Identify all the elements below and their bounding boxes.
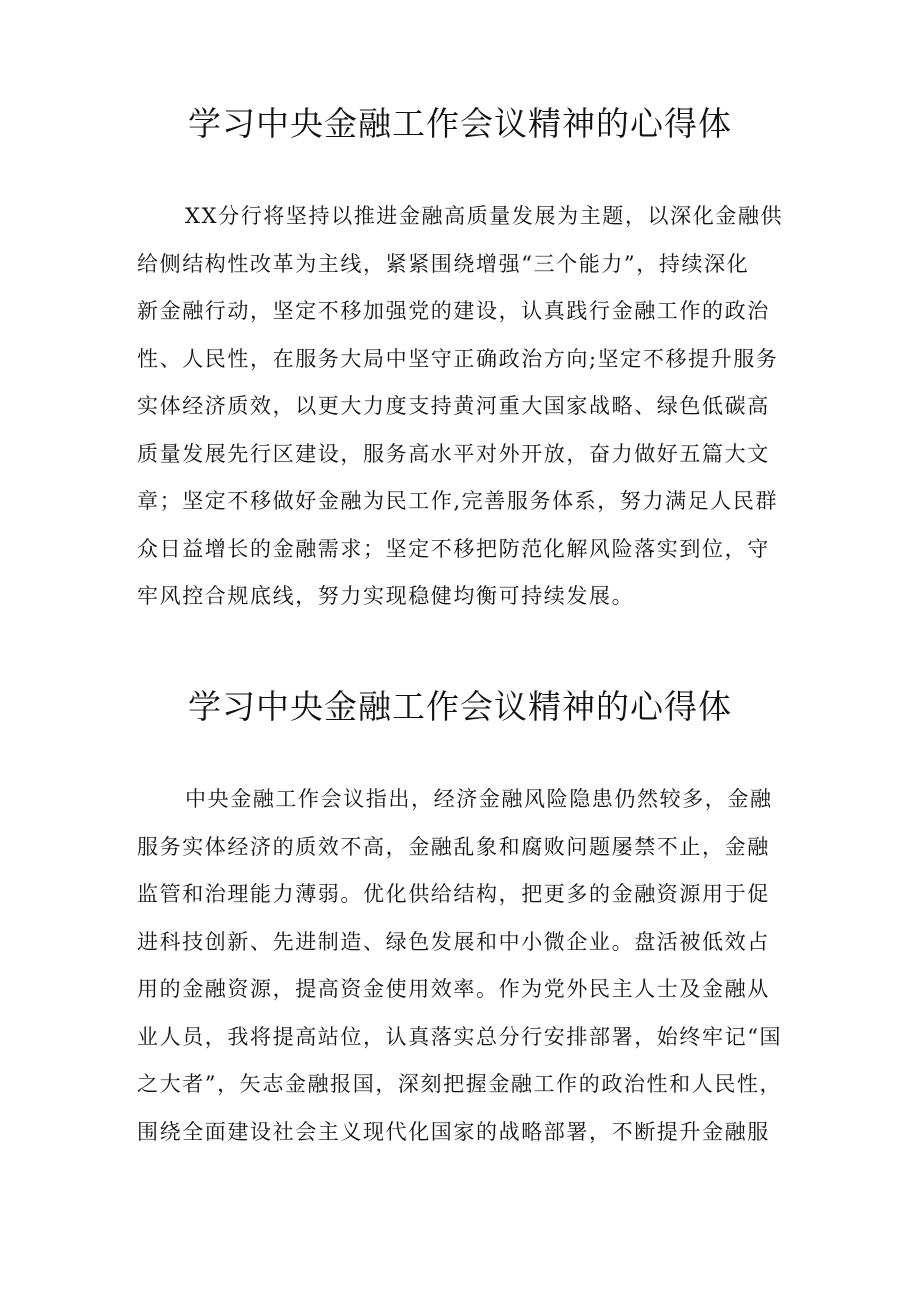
body-line: 质量发展先行区建设，服务高水平对外开放，奋力做好五篇大文 — [137, 441, 770, 466]
body-line: 中央金融工作会议指出，经济金融风险隐患仍然较多，金融 — [185, 787, 773, 811]
body-line: 实体经济质效，以更大力度支持黄河重大国家战略、绿色低碳高 — [137, 394, 770, 418]
body-line: 服务实体经济的质效不高，金融乱象和腐败问题屡禁不止，金融 — [137, 834, 770, 859]
body-line: 众日益增长的金融需求；坚定不移把防范化解风险落实到位，守 — [137, 536, 770, 561]
body-line: 章；坚定不移做好金融为民工作,完善服务体系，努力满足人民群 — [137, 489, 779, 513]
section-title: 学习中央金融工作会议精神的心得体 — [188, 104, 732, 143]
body-line: 围绕全面建设社会主义现代化国家的战略部署，不断提升金融服 — [137, 1119, 770, 1144]
body-line: 之大者”，矢志金融报国，深刻把握金融工作的政治性和人民性， — [137, 1072, 783, 1096]
body-line: XX分行将坚持以推进金融高质量发展为主题，以深化金融供 — [185, 204, 784, 228]
body-line: 监管和治理能力薄弱。优化供给结构，把更多的金融资源用于促 — [137, 882, 770, 906]
body-line: 牢风控合规底线，努力实现稳健均衡可持续发展。 — [137, 584, 635, 608]
body-line: 性、人民性，在服务大局中坚守正确政治方向;坚定不移提升服务 — [137, 346, 779, 371]
body-line: 业人员，我将提高站位，认真落实总分行安排部署，始终牢记“国 — [137, 1024, 783, 1049]
body-line: 新金融行动，坚定不移加强党的建设，认真践行金融工作的政治 — [137, 299, 770, 323]
section-title: 学习中央金融工作会议精神的心得体 — [188, 687, 732, 726]
body-line: 给侧结构性改革为主线，紧紧围绕增强“三个能力”，持续深化 — [137, 251, 750, 276]
section-body — [137, 193, 797, 621]
body-line: 进科技创新、先进制造、绿色发展和中小微企业。盘活被低效占 — [137, 929, 770, 954]
section-body — [137, 776, 797, 1156]
body-line: 用的金融资源，提高资金使用效率。作为党外民主人士及金融从 — [137, 977, 770, 1001]
